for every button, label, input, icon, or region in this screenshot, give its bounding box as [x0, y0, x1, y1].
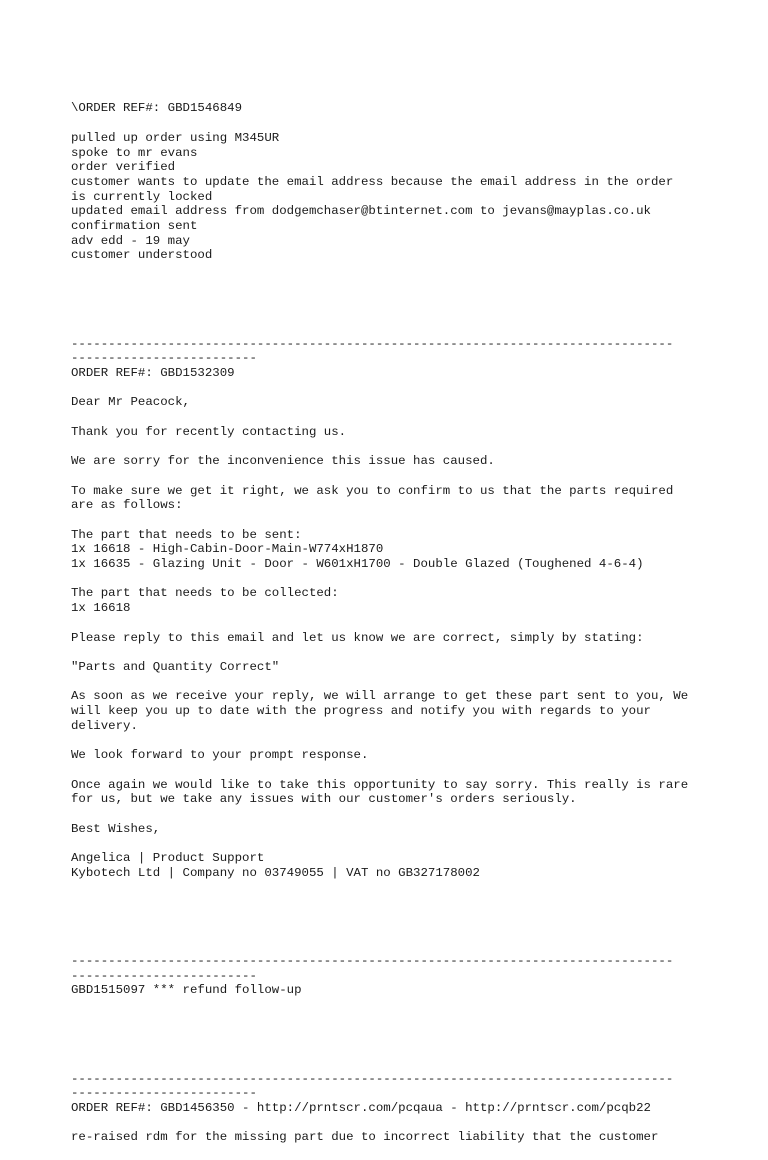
- text-line: confirmation sent: [71, 219, 198, 234]
- blank-line: [71, 675, 711, 690]
- text-line: As soon as we receive your reply, we will arrange to get these part sent to you, We: [71, 689, 689, 704]
- text-line: Best Wishes,: [71, 821, 161, 836]
- text-line: ---------------------------------------------------------------------------------: [71, 336, 674, 351]
- text-line: -------------------------: [71, 968, 257, 983]
- section-gap: [71, 1027, 711, 1042]
- note-order-gbd1546849: [71, 101, 711, 263]
- document-page: [71, 72, 711, 1160]
- blank-line: [71, 616, 711, 631]
- text-line: delivery.: [71, 718, 138, 733]
- text-line: GBD1515097 *** refund follow-up: [71, 983, 302, 998]
- text-line: for us, but we take any issues with our customer's orders seriously.: [71, 792, 577, 807]
- text-line: Kybotech Ltd | Company no 03749055 | VAT no GB327178002: [71, 865, 480, 880]
- blank-line: [71, 645, 711, 660]
- text-line: Once again we would like to take this opportunity to say sorry. This really is rare: [71, 777, 689, 792]
- text-line: Thank you for recently contacting us.: [71, 424, 347, 439]
- text-line: ---------------------------------------------------------------------------------: [71, 953, 674, 968]
- note-order-gbd1456350: [71, 1072, 711, 1146]
- blank-line: [71, 469, 711, 484]
- text-line: ---------------------------------------------------------------------------------: [71, 1071, 674, 1086]
- blank-line: [71, 381, 711, 396]
- note-order-gbd1515097: [71, 954, 711, 998]
- text-line: -------------------------: [71, 351, 257, 366]
- text-line: To make sure we get it right, we ask you to confirm to us that the parts required: [71, 483, 674, 498]
- text-line: Angelica | Product Support: [71, 851, 265, 866]
- text-line: spoke to mr evans: [71, 145, 198, 160]
- blank-line: [71, 572, 711, 587]
- text-line: Dear Mr Peacock,: [71, 395, 190, 410]
- text-line: The part that needs to be sent:: [71, 527, 302, 542]
- blank-line: [71, 513, 711, 528]
- text-line: adv edd - 19 may: [71, 233, 190, 248]
- section-gap: [71, 910, 711, 925]
- text-line: We are sorry for the inconvenience this issue has caused.: [71, 454, 495, 469]
- text-line: is currently locked: [71, 189, 213, 204]
- text-line: 1x 16618 - High-Cabin-Door-Main-W774xH1870: [71, 542, 384, 557]
- blank-line: [71, 733, 711, 748]
- text-line: "Parts and Quantity Correct": [71, 659, 280, 674]
- blank-line: [71, 807, 711, 822]
- text-line: ORDER REF#: GBD1456350 - http://prntscr.com/pcqaua - http://prntscr.com/pcqb22: [71, 1100, 651, 1115]
- text-line: Please reply to this email and let us know we are correct, simply by stating:: [71, 630, 644, 645]
- blank-line: [71, 116, 711, 131]
- text-line: -------------------------: [71, 1086, 257, 1101]
- blank-line: [71, 763, 711, 778]
- text-line: order verified: [71, 160, 176, 175]
- blank-line: [71, 440, 711, 455]
- text-line: The part that needs to be collected:: [71, 586, 339, 601]
- section-gap: [71, 293, 711, 308]
- text-line: We look forward to your prompt response.: [71, 748, 369, 763]
- text-line: 1x 16635 - Glazing Unit - Door - W601xH1700 - Double Glazed (Toughened 4-6-4): [71, 557, 644, 572]
- text-line: ORDER REF#: GBD1532309: [71, 366, 235, 381]
- blank-line: [71, 836, 711, 851]
- blank-line: [71, 410, 711, 425]
- text-line: \ORDER REF#: GBD1546849: [71, 101, 243, 116]
- blank-line: [71, 1116, 711, 1131]
- email-order-gbd1532309: [71, 337, 711, 881]
- text-line: customer wants to update the email address because the email address in the order: [71, 174, 674, 189]
- text-line: pulled up order using M345UR: [71, 130, 280, 145]
- text-line: customer understood: [71, 248, 213, 263]
- text-line: re-raised rdm for the missing part due to incorrect liability that the customer: [71, 1130, 659, 1145]
- text-line: will keep you up to date with the progress and notify you with regards to your: [71, 704, 651, 719]
- text-line: updated email address from dodgemchaser@btinternet.com to jevans@mayplas.co.uk: [71, 204, 651, 219]
- text-line: are as follows:: [71, 498, 183, 513]
- text-line: 1x 16618: [71, 601, 131, 616]
